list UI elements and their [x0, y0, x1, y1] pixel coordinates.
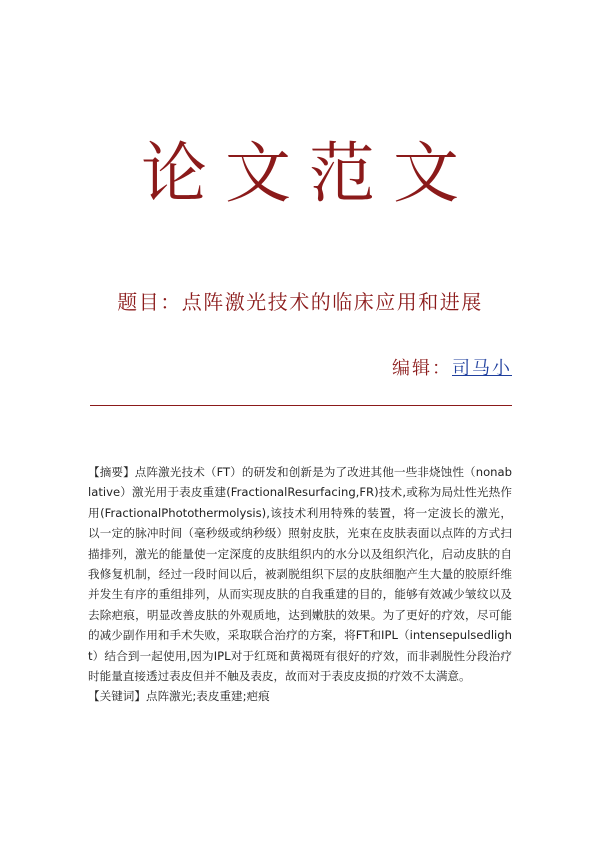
abstract-paragraph	[88, 462, 512, 686]
keywords-text: 点阵激光;表皮重建;疤痕	[145, 689, 270, 704]
editor-name-link[interactable]: 司马小	[452, 358, 512, 379]
editor-label: 编辑：	[392, 358, 452, 379]
abstract-text: 点阵激光技术（FT）的研发和创新是为了改进其他一些非烧蚀性（nonablative）激光用于表皮重建(FractionalResurfacing,FR)技术,或称为局灶性光热作用(FractionalPhotothermolysis),该技术利用特殊的装置，将一定波长的激光，以一定的脉冲时间（毫秒级或纳秒级）照射皮肤，光束在皮肤表面以点阵的方式扫描排列，激光的能量使一定深度的皮肤组织内的水分以及组织汽化，启动皮肤的自我修复机制，经过一段时间以后，被剥脱组织下层的皮肤细胞产生大量的胶原纤维并发生有序的重组排列，从而实现皮肤的自我重建的目的，能够有效减少皱纹以及去除疤痕，明显改善皮肤的外观质地，达到嫩肤的效果。为了更好的疗效，尽可能的减少副作用和手术失败，采取联合治疗的方案，将FT和IPL（intensepulsedlight）结合到一起使用,因为IPL对于红斑和黄褐斑有很好的疗效，而非剥脱性分段治疗时能量直接透过表皮但并不触及表皮，故而对于表皮皮损的疗效不太满意。	[88, 465, 512, 684]
abstract-block	[88, 462, 512, 707]
divider-rule	[90, 405, 512, 406]
keywords-paragraph	[88, 686, 512, 706]
abstract-label: 【摘要】	[88, 465, 135, 479]
paper-subtitle: 题目：点阵激光技术的临床应用和进展	[117, 290, 483, 314]
editor-line	[392, 356, 512, 382]
cover-title: 论文范文	[141, 135, 477, 212]
keywords-label: 【关键词】	[88, 689, 146, 704]
